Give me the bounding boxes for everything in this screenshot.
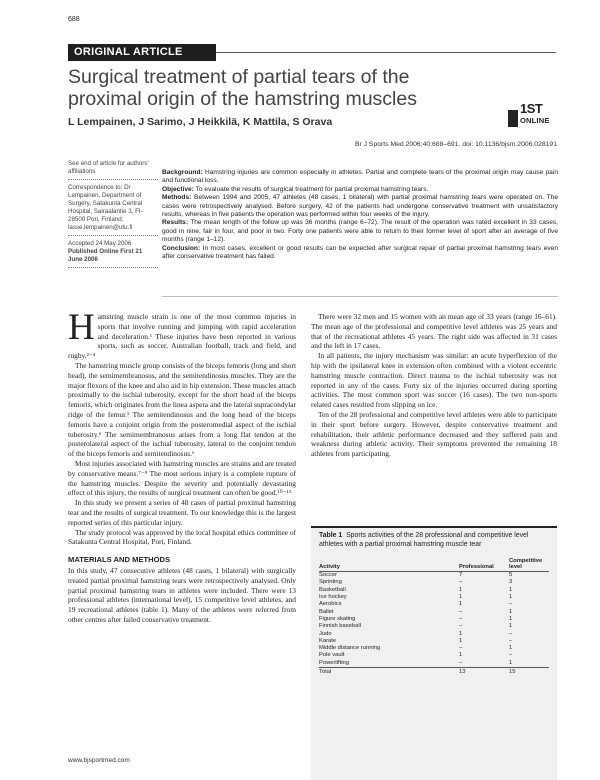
see-end-note: See end of article for authors' affiliations	[68, 160, 149, 175]
conclusion-label: Conclusion:	[162, 244, 201, 252]
methods-label: Methods:	[162, 194, 192, 202]
methods-text: Between 1994 and 2005, 47 athletes (48 cases, 1 bilateral) with partial proximal hamstring tears were operated on. The cases were retrospectively analysed. Before surgery, 42 of the patients had undergone conservative treatment with unsatisfactory results, whereas in five patients the operation was performed within four weeks of the injury.	[162, 194, 558, 219]
paragraph: The hamstring muscle group consists of the biceps femoris (long and short head), the semimembranosus, and the semitendinosus muscles. They are the major flexors of the knee and also aid in hip extension. These muscles attach proximally to the ischial tuberosity, except for the short head of the biceps femoris, which originates from the linea aspera and the lateral supracondylar ridge of the femur.⁵ The semitendinosus and the long head of the biceps femoris have a conjoint origin from the posteromedial aspect of the ischial tuberosity.⁶ The semimembranosus arises from a long flat tendon at the posterolateral aspect of the ischial tuberosity, lateral to the conjoint tendon of the biceps femoris and semitendinosus.⁶	[68, 360, 296, 459]
table-row: Basketball 1 1	[319, 586, 513, 593]
table-header-row	[319, 557, 549, 572]
paragraph: Ten of the 28 professional and competitive level athletes were able to participate in their sport before surgery. However, despite conservative treatment and rehabilitation, their athletic performance decreased and they suffered pain and weakness during athletic activity. Their symptoms prevented the remaining 18 athletes from participating.	[311, 409, 557, 459]
table-row: Aerobics 1 –	[319, 601, 513, 608]
body-column-left	[68, 307, 296, 625]
table-row: Ballet – 1	[319, 608, 513, 615]
paragraph: In this study, 47 consecutive athletes (48 cases, 1 bilateral) with surgically treated partial proximal hamstring tears were retrospectively analysed. Only partial proximal hamstring tears in athletes were included. There were 13 professional athletes (international level), 15 competitive level athletes, and 19 recreational athletes (table 1). Many of the athletes were referred from other centres after failed conservative treatment.	[68, 565, 296, 624]
table-1	[311, 526, 557, 780]
journal-url[interactable]: www.bjsportmed.com	[68, 757, 130, 764]
table-row: Sprinting – 3	[319, 579, 513, 586]
results-text: The mean length of the follow up was 36 months (range 6–72). The result of the operation was rated excellent in 33 cases, good in nine, fair in four, and poor in two. Forty one patients were able to return to their former level of sport after an average of five months (range 1–12).	[162, 219, 558, 244]
body-column-right	[311, 312, 557, 459]
logo-bottom-text: ONLINE	[520, 116, 550, 125]
header-rule	[216, 52, 556, 53]
header-activity: Activity	[319, 557, 459, 572]
divider	[68, 267, 158, 268]
divider	[68, 179, 158, 180]
results-label: Results:	[162, 219, 189, 227]
background-label: Background:	[162, 169, 203, 176]
table-row: Ice hockey 1 1	[319, 594, 513, 601]
abstract	[162, 169, 558, 261]
page-number: 688	[68, 16, 80, 23]
objective-text: To evaluate the results of surgical treatment for partial proximal hamstring tears.	[195, 185, 429, 193]
authors: L Lempainen, J Sarimo, J Heikkilä, K Mattila, S Orava	[68, 116, 333, 128]
table-row: Soccer 7 5	[319, 572, 513, 579]
paragraph: Most injuries associated with hamstring muscles are strains and are treated by conservative means.⁷⁻⁹ The most serious injury is a complete rupture of the hamstring muscles. Despite the severity and potentially devastating effect of this injury, the results of surgical treatment can often be good.¹⁰⁻¹³	[68, 458, 296, 498]
table-row: Finnish baseball – 1	[319, 623, 513, 630]
table-row: Powerlifting – 1	[319, 659, 513, 666]
section-label: ORIGINAL ARTICLE	[68, 44, 216, 61]
objective-label: Objective:	[162, 185, 194, 193]
table-row: Figure skating – 1	[319, 615, 513, 622]
logo-square-icon	[508, 110, 518, 127]
divider	[68, 235, 158, 236]
abstract-rule	[162, 296, 558, 297]
table-row: Judo 1 –	[319, 630, 513, 637]
table-row: Karate 1 –	[319, 637, 513, 644]
table-total-row: Total 13 15	[319, 668, 549, 677]
first-online-logo	[508, 101, 550, 129]
background-text: Hamstring injuries are common especially in athletes. Partial and complete tears of the proximal origin may cause pain and functional loss.	[162, 169, 558, 185]
header-competitive: Competitive level	[509, 557, 549, 572]
table-row: Pole vault 1 –	[319, 652, 513, 659]
header-professional: Professional	[459, 557, 509, 572]
logo-top-text: 1ST	[520, 101, 543, 116]
paragraph: There were 32 men and 15 women with an mean age of 33 years (range 16–61). The mean age of the professional and competitive level athletes was 25 years and that of the recreational athletes 45 years. The right side was affected in 31 cases and the left in 17 cases.	[311, 312, 557, 351]
table-caption: Table 1 Sports activities of the 28 professional and competitive level athletes with a partial proximal hamstring muscle tear	[319, 532, 529, 548]
drop-cap: H	[68, 307, 95, 348]
table-label: Table 1	[319, 532, 343, 539]
accepted-date: Accepted 24 May 2006	[68, 240, 132, 247]
sidebar-info	[68, 160, 158, 272]
article-title: Surgical treatment of partial tears of the proximal origin of the hamstring muscles	[68, 66, 417, 110]
published-date: Published Online First 21 June 2006	[68, 248, 143, 263]
citation: Br J Sports Med 2006;40:688–691. doi: 10.1136/bjsm.2006.028191	[354, 141, 557, 148]
conclusion-text: In most cases, excellent or good results can be expected after surgical repair of partial proximal hamstring tears even after conservative treatment has failed.	[162, 244, 558, 261]
paragraph: In this study we present a series of 48 cases of partial proximal hamstring tear and the results of surgical treatment. To our knowledge this is the largest reported series of this particular injury.	[68, 498, 296, 527]
paragraph: The study protocol was approved by the local hospital ethics committee of Satakunta Central Hospital, Pori, Finland.	[68, 527, 296, 547]
table-row: Middle distance running – 1	[319, 645, 513, 652]
sports-table	[319, 557, 549, 676]
section-heading: MATERIALS AND METHODS	[68, 555, 171, 565]
intro-paragraph: Hamstring muscle strain is one of the most common injuries in sports that involve running and jumping with rapid acceleration and deceleration.¹ These injuries have been reported in various sports, such as soccer, Australian football, track and field, and rugby.²⁻⁴	[68, 307, 296, 361]
paragraph: In all patients, the injury mechanism was similar: an acute hyperflexion of the hip with the ipsilateral knee in extension often combined with a violent eccentric hamstring muscle contraction. Direct trauma to the ischial tuberosity was not reported in any of the cases. Forty six of the injuries occurred during sporting activities. The most common sport was soccer (16 cases). The two non-sports related cases resulted from slipping on ice.	[311, 351, 557, 410]
correspondence: Correspondence to: Dr Lempainen, Department of Surgery, Satakunta Central Hospital, Sairaalantie 3, FI-28500 Pori, Finland; lasse.lempainen@utu.fi	[68, 184, 143, 231]
